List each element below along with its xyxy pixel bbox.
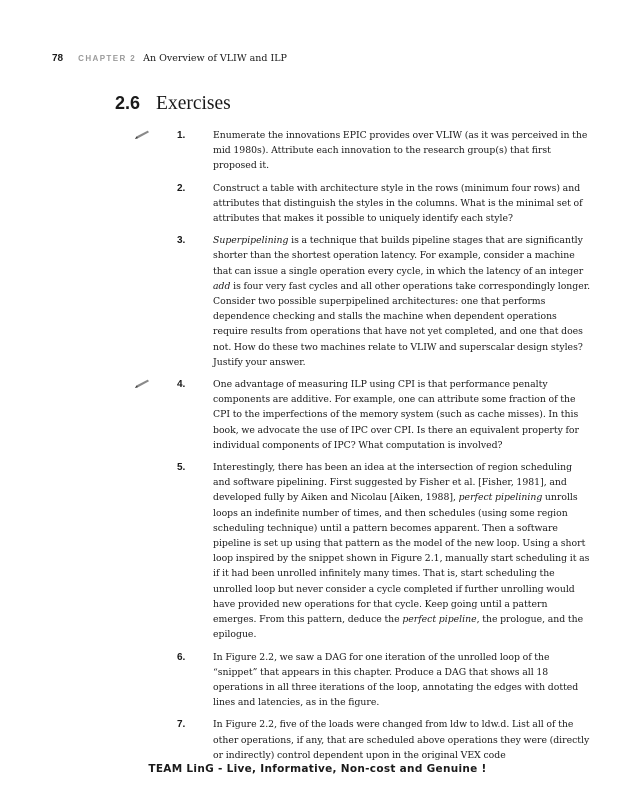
section-number: 2.6 xyxy=(115,93,141,113)
exercise-item xyxy=(0,460,635,642)
text-run: Enumerate the innovations EPIC provides over VLIW (as it was perceived in the mid 1980s). Attribute each innovation to the research group(s) that first proposed it. xyxy=(213,130,588,172)
pencil-marker-icon xyxy=(134,379,150,389)
text-run: , the prologue, and the epilogue. xyxy=(213,614,584,641)
exercise-text xyxy=(213,717,591,763)
section-heading xyxy=(115,93,231,115)
exercise-number: 1. xyxy=(177,130,186,141)
exercise-text xyxy=(213,181,591,227)
exercise-number: 2. xyxy=(177,182,186,194)
text-run: In Figure 2.2, five of the loads were changed from ldw to ldw.d. List all of the other operations, if any, that are scheduled above operations they were (directly or indirectly) control dependent upon in the original VEX code xyxy=(213,719,590,761)
page-footer: TEAM LinG - Live, Informative, Non-cost and Genuine ! xyxy=(148,763,487,775)
text-run: is four very fast cycles and all other operations take correspondingly longer. Consider two possible superpipelined architectures: one that performs dependence checking and stalls the machine when dependent operations require results from operations that have not yet completed, and one that does not. How do these two machines relate to VLIW and superscalar design styles? Justify your answer. xyxy=(213,280,591,368)
text-run: is a technique that builds pipeline stages that are significantly shorter than the shortest operation latency. For example, consider a machine that can issue a single operation every cycle, in which the latency of an integer xyxy=(213,235,584,277)
exercise-list xyxy=(0,128,635,770)
emphasis-text: perfect pipelining xyxy=(458,492,543,504)
text-run: Interestingly, there has been an idea at the intersection of region scheduling and software pipelining. First suggested by Fisher et al. [Fisher, 1981], and developed fully by Aiken and Nicolau [Aiken, 1988], xyxy=(213,462,573,504)
chapter-label: CHAPTER 2 xyxy=(78,54,137,63)
exercise-text xyxy=(213,377,591,453)
running-head xyxy=(52,53,287,64)
section-title: Exercises xyxy=(156,93,231,114)
exercise-number: 4. xyxy=(177,379,186,391)
exercise-number: 7. xyxy=(177,719,186,731)
emphasis-text: perfect pipeline xyxy=(402,614,477,626)
exercise-item xyxy=(0,233,635,370)
exercise-item xyxy=(0,377,635,453)
exercise-number: 3. xyxy=(177,235,186,247)
exercise-text xyxy=(213,650,591,711)
emphasis-text: Superpipelining xyxy=(213,235,289,247)
exercise-item xyxy=(0,181,635,227)
text-run: One advantage of measuring ILP using CPI is that performance penalty components are additive. For example, one can attribute some fraction of the CPI to the imperfections of the memory system (such as cache misses). In this book, we advocate the use of IPC over CPI. Is there an equivalent property for individual components of IPC? What computation is involved? xyxy=(213,379,579,451)
exercise-item xyxy=(0,650,635,711)
emphasis-text: add xyxy=(213,280,231,292)
exercise-item xyxy=(0,128,635,174)
chapter-title: An Overview of VLIW and ILP xyxy=(143,53,287,64)
page-number: 78 xyxy=(52,53,64,64)
exercise-number: 5. xyxy=(177,462,186,474)
exercise-item xyxy=(0,717,635,763)
exercise-text xyxy=(213,233,591,370)
exercise-text xyxy=(213,128,591,174)
pencil-marker-icon xyxy=(134,130,150,140)
text-run: In Figure 2.2, we saw a DAG for one iteration of the unrolled loop of the “snippet” that appears in this chapter. Produce a DAG that shows all 18 operations in all three iterations of the loop, annotating the edges with dotted lines and latencies, as in the figure. xyxy=(213,651,579,709)
text-run: unrolls loops an indefinite number of times, and then schedules (using some region scheduling technique) until a pattern becomes apparent. Then a software pipeline is set up using that pattern as the model of the new loop. Using a short loop inspired by the snippet shown in Figure 2.1, manually start scheduling it as if it had been unrolled infinitely many times. That is, start scheduling the unrolled loop but never consider a cycle completed if further unrolling would have provided new operations for that cycle. Keep going until a pattern emerges. From this pattern, deduce the xyxy=(213,492,590,626)
exercise-number: 6. xyxy=(177,651,186,663)
text-run: Construct a table with architecture style in the rows (minimum four rows) and attributes that distinguish the styles in the columns. What is the minimal set of attributes that makes it possible to uniquely identify each style? xyxy=(213,182,583,225)
exercise-text xyxy=(213,460,591,642)
